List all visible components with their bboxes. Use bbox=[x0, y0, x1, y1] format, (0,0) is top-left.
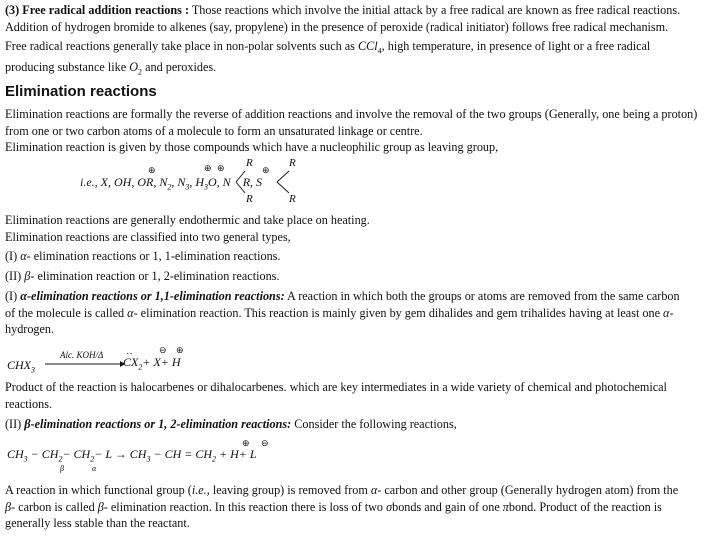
alpha-type-line: (I) α- elimination reactions or 1, 1-elimination reactions. bbox=[5, 249, 281, 263]
alpha-heading: -elimination reactions or 1,1-elimination reactions: bbox=[26, 289, 285, 303]
eq2-oplus: ⊕ bbox=[242, 438, 250, 448]
eq1-reactant: $CHX_3$ bbox=[7, 358, 35, 375]
radical-line-3: Free radical reactions generally take place in non-polar solvents such as CCl$_4$, high temperature, in presence of light or a free radical bbox=[5, 39, 651, 56]
oplus-n3: ⊕ bbox=[204, 163, 212, 173]
bond-lines bbox=[233, 165, 303, 199]
ccl4-formula: CCl bbox=[357, 39, 378, 53]
eq1-products: $CX_2+ X+ H$ bbox=[123, 355, 181, 372]
alpha-elimination-equation bbox=[5, 343, 305, 377]
groups-text: i.e., X, OH, OR, $N_2$, $N_3$, $H_3O$, N R, S bbox=[80, 175, 263, 192]
eq2-alpha-label: α bbox=[92, 464, 97, 473]
eq2-ominus: ⊖ bbox=[261, 438, 269, 448]
oplus-h3o: ⊕ bbox=[217, 163, 225, 173]
r-top-1: R bbox=[246, 157, 253, 169]
r-bottom-1: R bbox=[246, 193, 253, 205]
radical-line-2: Addition of hydrogen bromide to alkenes (say, propylene) in the presence of peroxide (radical initiator) follows free radical mechanism. bbox=[5, 20, 669, 34]
radical-heading: (3) Free radical addition reactions : bbox=[5, 3, 190, 17]
radical-line-1: (3) Free radical addition reactions : Those reactions which involve the initial attack by a free radical are known as free radical reactions. bbox=[5, 3, 681, 17]
alpha-elimination-paragraph: (I) α-elimination reactions or 1,1-elimination reactions: A reaction in which both the groups or atoms are removed from the same carbon of the molecule is called α- elimination reaction. This reaction is mainly given by gem dihalides and gem trihalides having at least one α- hydrogen. bbox=[5, 289, 680, 336]
beta-elimination-paragraph: A reaction in which functional group (i.e., leaving group) is removed from α- carbon and other group (Generally hydrogen atom) from the β- carbon is called β- elimination reaction. In this reaction there is loss of two σbonds and gain of one πbond. Product of the reaction is generally less stable than the reactant. bbox=[5, 483, 679, 530]
r-top-2: R bbox=[289, 157, 296, 169]
oplus-s: ⊕ bbox=[262, 165, 270, 175]
elimination-paragraph-4: Elimination reactions are classified into two general types, bbox=[5, 230, 291, 244]
elimination-title: Elimination reactions bbox=[5, 83, 157, 100]
oplus-n2: ⊕ bbox=[148, 165, 156, 175]
eq1-carbene-dots: ‥ bbox=[126, 346, 133, 357]
o2-formula: O bbox=[129, 60, 139, 74]
beta-elimination-heading: (II) β-elimination reactions or 1, 2-elimination reactions: Consider the following reactions, bbox=[5, 417, 457, 431]
r-bottom-2: R bbox=[289, 193, 296, 205]
radical-line-4: producing substance like $O_2$ and peroxides. bbox=[5, 60, 217, 77]
carbene-paragraph: Product of the reaction is halocarbenes or dihalocarbenes. which are key intermediates in a wide variety of chemical and photochemical reactions. bbox=[5, 380, 667, 411]
leaving-groups-equation bbox=[5, 155, 710, 210]
beta-elimination-equation bbox=[5, 436, 405, 476]
eq1-arrow bbox=[45, 360, 125, 368]
beta-type-line: (II) β- elimination reaction or 1, 2-elimination reactions. bbox=[5, 269, 280, 283]
elimination-paragraph-1: Elimination reactions are formally the reverse of addition reactions and involve the removal of the two groups (Generally, one being a proton) from one or two carbon atoms of a molecule to form an unsaturated linkage or centre. bbox=[5, 107, 698, 138]
elimination-paragraph-2: Elimination reaction is given by those compounds which have a nucleophilic group as leaving group, bbox=[5, 140, 499, 154]
eq2-text: $CH_3 - CH_2- CH_2- L \to CH_3$ − CH = $CH_2 + H+ L$ bbox=[7, 447, 257, 464]
eq1-oplus: ⊕ bbox=[176, 345, 184, 355]
eq1-ominus: ⊖ bbox=[159, 345, 167, 355]
eq2-beta-label: β bbox=[60, 464, 64, 473]
elimination-paragraph-3: Elimination reactions are generally endothermic and take place on heating. bbox=[5, 213, 370, 227]
eq1-condition: Alc. KOH/Δ bbox=[60, 350, 104, 360]
